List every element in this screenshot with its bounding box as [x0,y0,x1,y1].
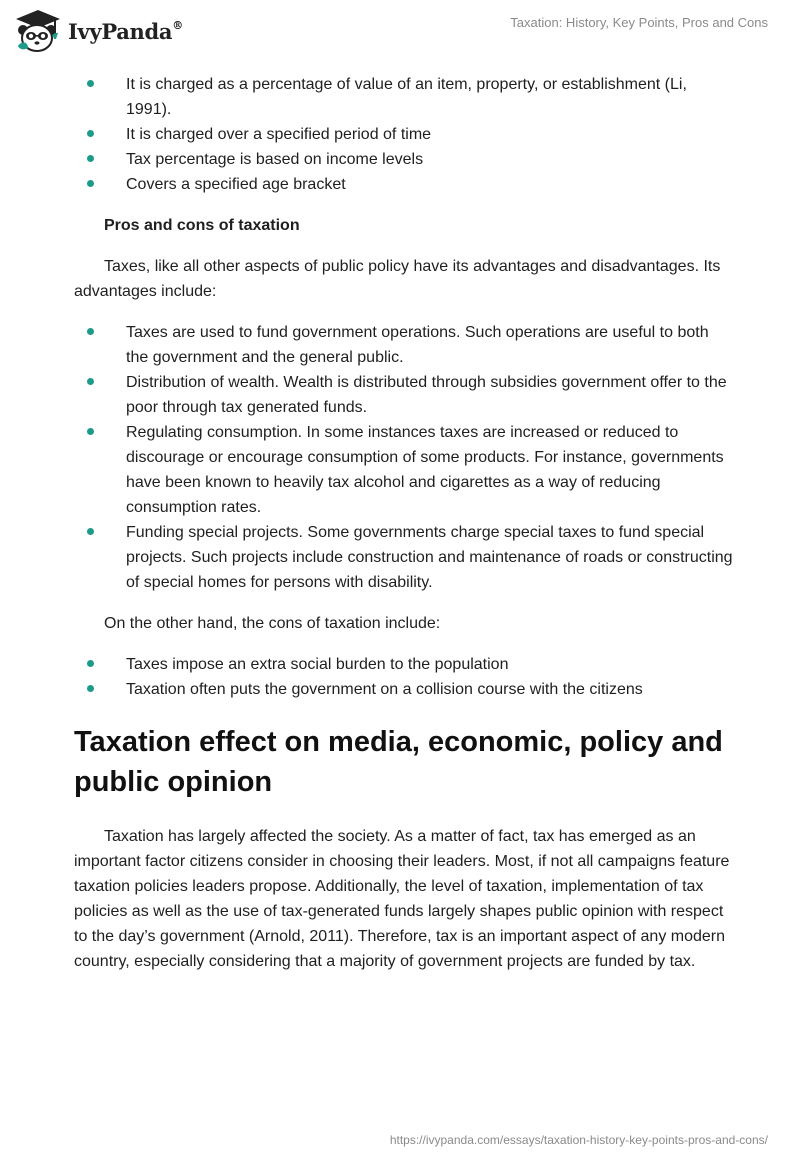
document-title: Taxation: History, Key Points, Pros and Cons [510,15,768,30]
bullet-icon [87,130,94,137]
bullet-icon [87,660,94,667]
pros-intro-paragraph: Taxes, like all other aspects of public policy have its advantages and disadvantages. Its advantages include: [74,258,721,300]
source-url[interactable]: https://ivypanda.com/essays/taxation-history-key-points-pros-and-cons/ [389,1133,768,1147]
registered-mark: ® [172,18,183,32]
list-item [74,122,734,147]
article-content [74,72,734,974]
list-item [74,320,734,370]
list-item-text: Taxes impose an extra social burden to the population [126,656,509,673]
panda-graduate-icon [14,8,62,54]
list-item-text: It is charged over a specified period of time [126,126,432,143]
pros-cons-heading: Pros and cons of taxation [104,217,300,234]
cons-intro-paragraph: On the other hand, the cons of taxation include: [104,615,441,632]
list-item [74,370,734,420]
bullet-icon [87,328,94,335]
list-item-text: Taxes are used to fund government operations. Such operations are useful to both the government and the general public. [126,324,709,366]
list-item-text: Tax percentage is based on income levels [126,151,424,168]
section-heading: Taxation effect on media, economic, policy and public opinion [74,726,723,798]
section-paragraph: Taxation has largely affected the society. As a matter of fact, tax has emerged as an important factor citizens consider in choosing their leaders. Most, if not all campaigns feature taxation policies leaders propose. Additionally, the level of taxation, implementation of tax policies as well as the use of tax-generated funds largely shapes public opinion with respect to the day’s government (Arnold, 2011). Therefore, tax is an important aspect of any modern country, especially considering that a majority of government projects are funded by tax. [74,828,730,970]
ivypanda-logo[interactable] [14,8,183,54]
list-item [74,520,734,595]
bullet-icon [87,155,94,162]
list-item [74,147,734,172]
bullet-icon [87,685,94,692]
list-item [74,677,734,702]
bullet-icon [87,378,94,385]
cons-list [74,652,734,702]
bullet-icon [87,428,94,435]
list-item-text: Distribution of wealth. Wealth is distributed through subsidies government offer to the poor through tax generated funds. [126,374,727,416]
list-item-text: It is charged as a percentage of value of an item, property, or establishment (Li, 1991). [126,76,687,118]
list-item-text: Covers a specified age bracket [126,176,346,193]
tax-characteristics-list [74,72,734,197]
list-item-text: Taxation often puts the government on a collision course with the citizens [126,681,643,698]
list-item [74,72,734,122]
bullet-icon [87,180,94,187]
list-item [74,172,734,197]
bullet-icon [87,80,94,87]
list-item [74,652,734,677]
page-header [0,0,800,70]
bullet-icon [87,528,94,535]
advantages-list [74,320,734,595]
brand-text: IvyPanda [68,18,173,44]
brand-name [68,19,183,44]
list-item-text: Regulating consumption. In some instances taxes are increased or reduced to discourage or encourage consumption of some products. For instance, governments have been known to heavily tax alcohol and cigarettes as a way of reducing consumption rates. [126,424,724,516]
list-item [74,420,734,520]
list-item-text: Funding special projects. Some governments charge special taxes to fund special projects. Such projects include construction and maintenance of roads or constructing of special homes for persons with disability. [126,524,733,591]
